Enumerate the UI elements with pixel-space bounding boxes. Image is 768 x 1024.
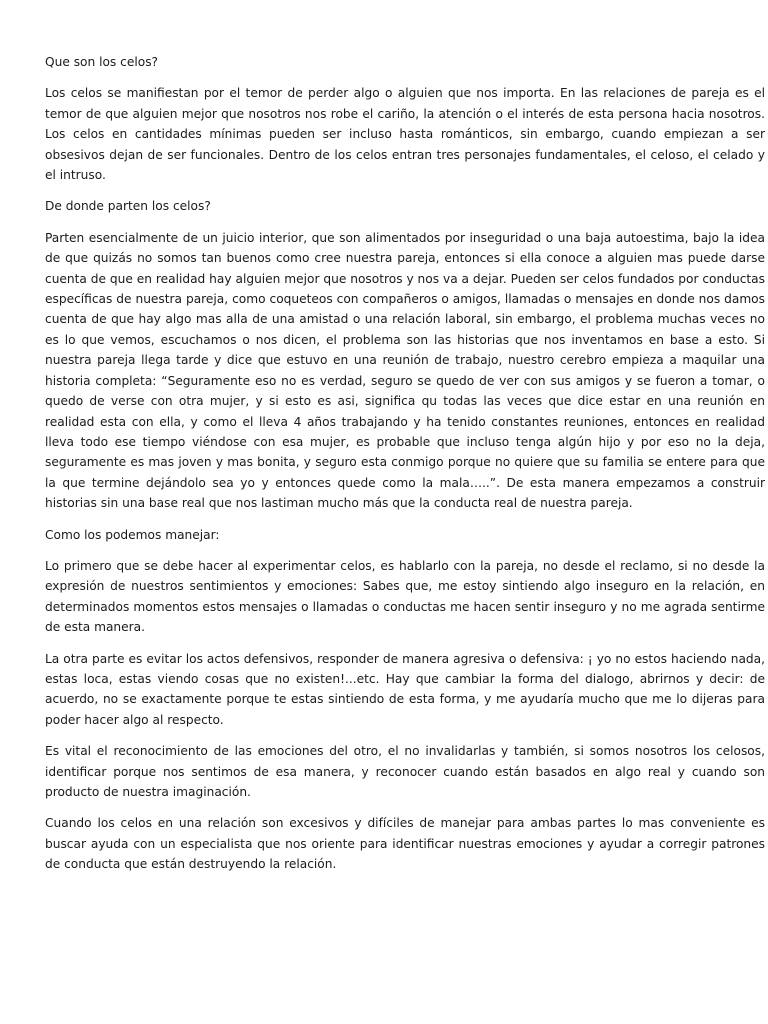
paragraph-origen-celos: Parten esencialmente de un juicio interior, que son alimentados por inseguridad o una baja autoestima, bajo la idea de que quizás no somos tan buenos como cree nuestra pareja, entonces si ella conoce a alguien mas puede darse cuenta de que en realidad hay alguien mejor que nosotros y nos va a dejar. Pueden ser celos fundados por conductas específicas de nuestra pareja, como coqueteos con compañeros o amigos, llamadas o mensajes en donde nos damos cuenta de que hay algo mas alla de una amistad o una relación laboral, sin embargo, el problema muchas veces no es lo que vemos, escuchamos o nos dicen, el problema son las historias que nos inventamos en base a esto. Si nuestra pareja llega tarde y dice que estuvo en una reunión de trabajo, nuestro cerebro empieza a maquilar una historia completa: “Seguramente eso no es verdad, seguro se quedo de ver con sus amigos y se fueron a tomar, o quedo de verse con otra mujer, y si esto es asi, significa qu todas las veces que dice estar en una reunión en realidad esta con ella, y como el lleva 4 años trabajando y ha tenido constantes reuniones, entonces en realidad lleva todo ese tiempo viéndose con esa mujer, es probable que incluso tenga algún hijo y por eso no la deja, seguramente es mas joven y mas bonita, y seguro esta conmigo porque no quiere que su familia se entere para que la que termine dejándolo sea yo y entonces quede como la mala…..”. De esta manera empezamos a construir historias sin una base real que nos lastiman mucho más que la conducta real de nuestra pareja. bbox=[45, 230, 765, 511]
document-page bbox=[45, 52, 765, 886]
section-heading-de-donde-parten: De donde parten los celos? bbox=[45, 199, 211, 214]
paragraph-hablarlo-con-pareja: Lo primero que se debe hacer al experimentar celos, es hablarlo con la pareja, no desde el reclamo, si no desde la expresión de nuestros sentimientos y emociones: Sabes que, me estoy sintiendo algo inseguro en la relación, en determinados momentos estos mensajes o llamadas o conductas me hacen sentir inseguro y no me agrada sentirme de esta manera. bbox=[45, 558, 765, 635]
paragraph-reconocimiento-emociones: Es vital el reconocimiento de las emociones del otro, el no invalidarlas y también, si somos nosotros los celosos, identificar porque nos sentimos de esa manera, y reconocer cuando están basados en algo real y cuando son producto de nuestra imaginación. bbox=[45, 744, 765, 799]
section-heading-como-manejar: Como los podemos manejar: bbox=[45, 527, 220, 542]
paragraph-definicion-celos: Los celos se manifiestan por el temor de perder algo o alguien que nos importa. En las relaciones de pareja es el temor de que alguien mejor que nosotros nos robe el cariño, la atención o el interés de esta persona hacia nosotros. Los celos en cantidades mínimas pueden ser incluso hasta románticos, sin embargo, cuando empiezan a ser obsesivos dejan de ser funcionales. Dentro de los celos entran tres personajes fundamentales, el celoso, el celado y el intruso. bbox=[45, 86, 765, 183]
paragraph-evitar-actos-defensivos: La otra parte es evitar los actos defensivos, responder de manera agresiva o defensiva: ¡ yo no estos haciendo nada, estas loca, estas viendo cosas que no existen!...etc. Hay que cambiar la forma del dialogo, abrirnos y decir: de acuerdo, no se exactamente porque te estas sintiendo de esta forma, y me ayudaría mucho que me lo dijeras para poder hacer algo al respecto. bbox=[45, 651, 765, 727]
section-heading-que-son-los-celos: Que son los celos? bbox=[45, 55, 159, 69]
paragraph-buscar-ayuda: Cuando los celos en una relación son excesivos y difíciles de manejar para ambas partes lo mas conveniente es buscar ayuda con un especialista que nos oriente para identificar nuestras emociones y ayudar a corregir patrones de conducta que están destruyendo la relación. bbox=[45, 816, 765, 872]
